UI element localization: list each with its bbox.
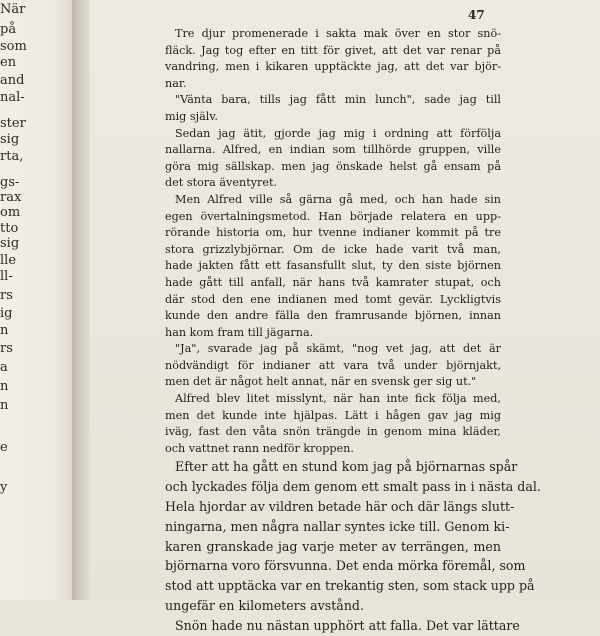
text-line: vandring, men i kikaren upptäckte jag, att det var björ- [165,60,501,74]
left-page-text-fragment: sig [0,132,20,147]
text-line: göra mig sällskap. men jag önskade helst gå ensam på [165,159,501,173]
text-line: rörande historia om, hur tvenne indianer kommit på tre [165,226,501,240]
paragraph [165,92,501,125]
left-page-text-fragment: om [0,205,21,220]
left-page-text-fragment: sig [0,236,20,251]
text-line: Snön hade nu nästan upphört att falla. Det var lättare [175,617,520,633]
left-page-text-fragment: lle [0,253,17,268]
paragraph [165,341,501,391]
left-page-text-fragment: a [0,360,8,375]
text-line: nödvändigt för indianer att vara två under björnjakt, [165,358,501,372]
text-line: stod att upptäcka var en trekantig sten, som stack upp på [165,578,535,594]
left-page-text-fragment: n [0,323,9,338]
text-line: men det kunde inte hjälpas. Lätt i hågen gav jag mig [165,408,501,422]
paragraph [165,457,541,615]
left-page-text-fragment: rs [0,341,13,356]
text-line: nar. [165,76,187,90]
left-page-text-fragment: y [0,480,8,495]
page-body-text [165,26,541,636]
text-line: hade gått till anfall, när hans två kamrater stupat, och [165,275,501,289]
left-page-text-fragment: nal- [0,90,25,105]
paragraph [165,26,501,92]
left-page-text-fragment: e [0,440,8,455]
text-line: hade jakten fått ett fasansfullt slut, ty den siste björnen [165,259,501,273]
paragraph [165,192,501,341]
left-page-text-fragment: tto [0,221,19,236]
text-line: där stod den ene indianen med tomt gevär. Lyckligtvis [165,292,501,306]
left-page-text-fragment: ll- [0,269,13,284]
left-page-text-fragment: ster [0,116,26,131]
text-line: kunde den andre fälla den framrusande björnen, innan [165,309,501,323]
left-page-text-fragment: gs- [0,175,20,190]
left-page-text-fragment: rax [0,190,22,205]
text-line: Hela hjordar av vildren betade här och där längs slutt- [165,499,515,515]
text-line: Sedan jag ätit, gjorde jag mig i ordning att förfölja [175,126,501,140]
left-page-text-fragment: När [0,2,26,17]
text-line: Men Alfred ville så gärna gå med, och han hade sin [175,192,501,206]
text-line: nallarna. Alfred, en indian som tillhörde gruppen, ville [165,143,501,157]
left-page-text-fragment: n [0,398,9,413]
text-line: Efter att ha gått en stund kom jag på björnarnas spår [175,459,518,475]
text-line: och lyckades följa dem genom ett smalt pass in i nästa dal. [165,479,541,495]
left-page-text-fragment: n [0,379,9,394]
left-page-text-fragment: ig [0,306,13,321]
text-line: karen granskade jag varje meter av terrängen, men [165,538,501,554]
text-line: Tre djur promenerade i sakta mak över en stor snö- [175,27,501,40]
text-line: fläck. Jag tog efter en titt för givet, att det var renar på [165,43,501,57]
text-line: stora grizzlybjörnar. Om de icke hade varit två man, [165,242,501,256]
paragraph [165,126,501,192]
left-page-text-fragment: som [0,39,27,54]
text-line: iväg, fast den våta snön trängde in genom mina kläder, [165,425,501,439]
upper-text-block [165,26,501,457]
page-number: 47 [468,8,485,22]
text-line: och vattnet rann nedför kroppen. [165,441,354,455]
text-line: björnarna voro försvunna. Det enda mörka föremål, som [165,558,526,574]
left-page-text-fragment: rs [0,288,13,303]
text-line: mig själv. [165,109,218,123]
left-page [0,0,78,600]
text-line: "Ja", svarade jag på skämt, "nog vet jag, att det är [175,342,501,356]
left-page-text-fragment: and [0,73,25,88]
lower-text-block [165,457,541,635]
text-line: "Vänta bara, tills jag fått min lunch", sade jag till [175,93,501,107]
left-page-text-fragment: rta, [0,149,24,164]
text-line: Alfred blev litet misslynt, när han inte fick följa med, [175,392,501,406]
text-line: han kom fram till jägarna. [165,325,314,339]
text-line: men det är något helt annat, när en svensk ger sig ut." [165,375,477,389]
paragraph [165,391,501,457]
left-page-text-fragment: en [0,55,17,70]
text-line: ungefär en kilometers avstånd. [165,598,364,614]
left-page-text-fragment: på [0,22,17,37]
text-line: det stora äventyret. [165,176,278,190]
text-line: egen övertalningsmetod. Han började relatera en upp- [165,209,501,223]
text-line: ningarna, men några nallar syntes icke till. Genom ki- [165,518,510,534]
paragraph [165,616,520,636]
